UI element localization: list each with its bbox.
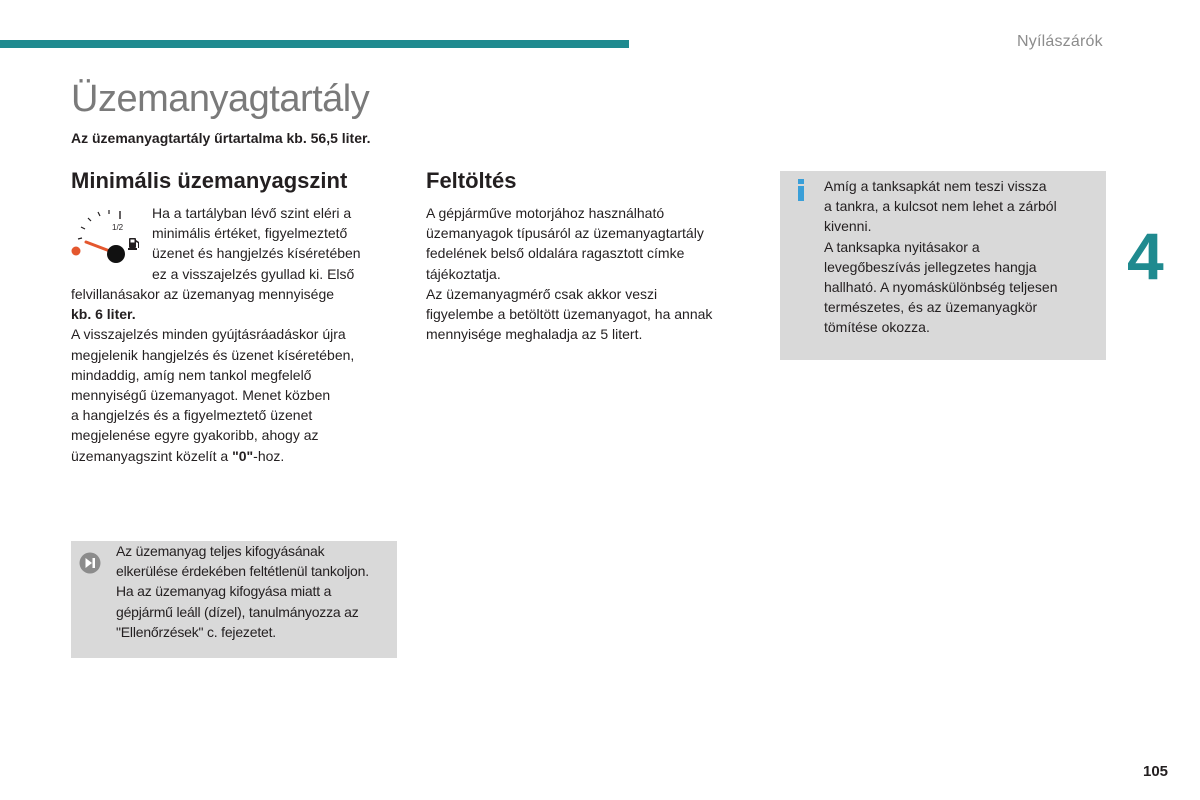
- text-line: Az üzemanyag teljes kifogyásának: [116, 543, 325, 559]
- text-line: Amíg a tanksapkát nem teszi vissza: [824, 178, 1047, 194]
- text-line: elkerülése érdekében feltétlenül tankoljon.: [116, 563, 369, 580]
- text-line: üzenet és hangjelzés kíséretében: [152, 245, 361, 262]
- top-accent-bar: [0, 40, 629, 48]
- text-line: kivenni.: [824, 218, 872, 235]
- text-line-last: [71, 446, 401, 466]
- text-line: üzemanyagok típusáról az üzemanyagtartály: [426, 225, 704, 242]
- zero-value: "0": [232, 447, 254, 464]
- text-line: mennyisége meghaladja az 5 litert.: [426, 326, 643, 343]
- intro-capacity: Az üzemanyagtartály űrtartalma kb. 56,5 liter.: [71, 130, 371, 146]
- text-line: felvillanásakor az üzemanyag mennyisége: [71, 286, 335, 302]
- fuel-gauge-icon: [68, 203, 148, 269]
- text-line: gépjármű leáll (dízel), tanulmányozza az: [116, 603, 359, 620]
- text-line: minimális értéket, figyelmeztető: [152, 225, 348, 242]
- refill-text: [426, 203, 756, 344]
- page-number: 105: [1143, 763, 1169, 780]
- text-line: tájékoztatja.: [426, 265, 501, 282]
- text-line: a hangjelzés és a figyelmeztető üzenet: [71, 407, 313, 424]
- text-line: Az üzemanyagmérő csak akkor veszi: [426, 285, 658, 302]
- chapter-number: 4: [1127, 219, 1164, 293]
- text-line: fedelének belső oldalára ragasztott címke: [426, 245, 685, 262]
- refill-heading: Feltöltés: [426, 168, 517, 193]
- text-line: tömítése okozza.: [824, 319, 930, 336]
- text-line: megjelenik hangjelzés és üzenet kíséretében,: [71, 346, 355, 363]
- text-line: "Ellenőrzések" c. fejezetet.: [116, 623, 276, 640]
- text-line: A visszajelzés minden gyújtásráadáskor újra: [71, 326, 346, 343]
- text-line: megjelenése egyre gyakoribb, ahogy az: [71, 427, 319, 444]
- minimum-level-text: [71, 284, 401, 466]
- text-line-bold: kb. 6 liter.: [71, 306, 136, 323]
- minimum-level-text-indented: [152, 203, 392, 284]
- gauge-half-label: 1/2: [112, 223, 124, 232]
- info-note-text: [824, 176, 1094, 338]
- text-line: mennyiségű üzemanyagot. Menet közben: [71, 387, 331, 404]
- page-title: Üzemanyagtartály: [71, 78, 370, 120]
- text-line: Ha az üzemanyag kifogyása miatt a: [116, 583, 332, 600]
- text-line: mindaddig, amíg nem tankol megfelelő: [71, 366, 312, 383]
- text-line: A gépjárműve motorjához használható: [426, 205, 665, 221]
- text-line: A tanksapka nyitásakor a: [824, 238, 980, 255]
- text-line: természetes, és az üzemanyagkör: [824, 299, 1038, 316]
- minimum-level-heading: Minimális üzemanyagszint: [71, 168, 348, 193]
- text-line: Ha a tartályban lévő szint eléri a: [152, 205, 352, 221]
- text-line: figyelembe a betöltött üzemanyagot, ha annak: [426, 306, 713, 323]
- text-fragment: üzemanyagszint közelít a: [71, 447, 233, 464]
- skip-forward-icon: [79, 552, 101, 574]
- section-header: Nyílászárók: [1017, 33, 1103, 50]
- text-line: ez a visszajelzés gyullad ki. Első: [152, 265, 355, 282]
- warning-note-text: [116, 541, 392, 642]
- info-icon: [793, 178, 809, 202]
- text-line: hallható. A nyomáskülönbség teljesen: [824, 279, 1058, 296]
- text-line: levegőbeszívás jellegzetes hangja: [824, 258, 1037, 275]
- text-line: a tankra, a kulcsot nem lehet a zárból: [824, 198, 1057, 215]
- text-fragment: -hoz.: [253, 447, 285, 464]
